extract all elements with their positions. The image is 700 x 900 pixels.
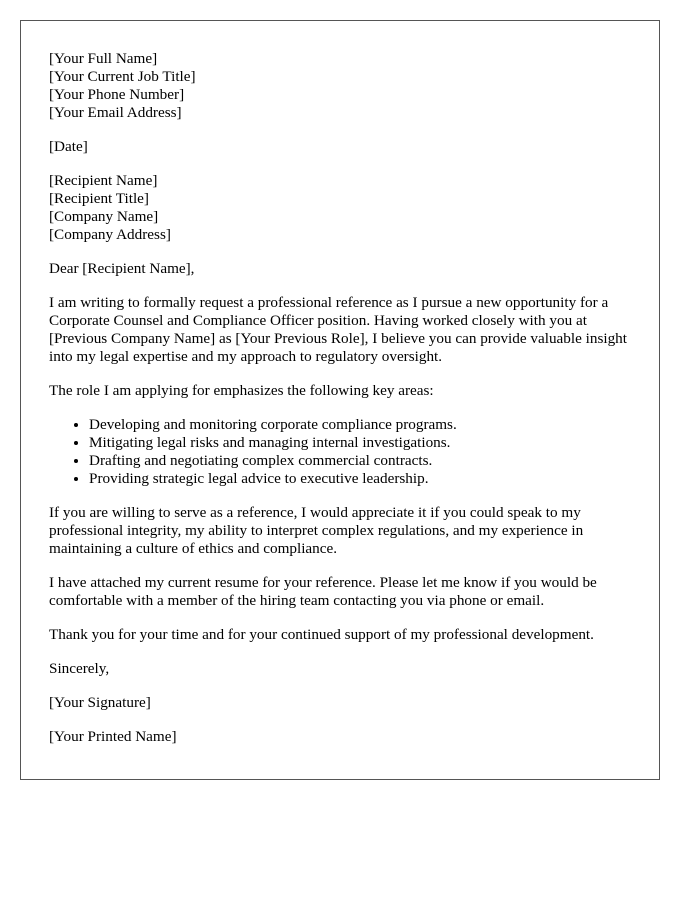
list-item: • Mitigating legal risks and managing internal investigations. <box>89 434 639 452</box>
recipient-block <box>49 172 639 244</box>
printed-name: [Your Printed Name] <box>49 728 177 745</box>
letter-page <box>20 20 660 780</box>
key-areas-list <box>49 416 639 488</box>
list-item: • Drafting and negotiating complex commercial contracts. <box>89 452 639 470</box>
intro-paragraph: I am writing to formally request a professional reference as I pursue a new opportunity for a Corporate Counsel and Compliance Officer position. Having worked closely with you at [Previous Company Name] as [Your Previous Role], I believe you can provide valuable insight into my legal expertise and my approach to regulatory oversight. <box>49 294 627 365</box>
recipient-company: [Company Name] <box>49 208 159 225</box>
recipient-address: [Company Address] <box>49 226 171 243</box>
letter-date: [Date] <box>49 138 88 155</box>
recipient-name: [Recipient Name] <box>49 172 158 189</box>
sender-job-title: [Your Current Job Title] <box>49 68 196 85</box>
sender-block <box>49 50 639 122</box>
sender-phone: [Your Phone Number] <box>49 86 185 103</box>
thanks-paragraph: Thank you for your time and for your continued support of my professional development. <box>49 626 594 643</box>
recipient-title: [Recipient Title] <box>49 190 149 207</box>
salutation: Dear [Recipient Name], <box>49 260 195 277</box>
closing: Sincerely, <box>49 660 110 677</box>
letter-content <box>49 50 639 746</box>
list-item: • Developing and monitoring corporate compliance programs. <box>89 416 639 434</box>
reference-request-paragraph: If you are willing to serve as a reference, I would appreciate it if you could speak to my professional integrity, my ability to interpret complex regulations, and my experience in maintaining a culture of ethics and compliance. <box>49 504 584 557</box>
sender-email: [Your Email Address] <box>49 104 182 121</box>
role-intro-paragraph: The role I am applying for emphasizes the following key areas: <box>49 382 434 399</box>
signature: [Your Signature] <box>49 694 151 711</box>
attachment-paragraph: I have attached my current resume for your reference. Please let me know if you would be comfortable with a member of the hiring team contacting you via phone or email. <box>49 574 597 609</box>
sender-full-name: [Your Full Name] <box>49 50 158 67</box>
list-item: • Providing strategic legal advice to executive leadership. <box>89 470 639 488</box>
